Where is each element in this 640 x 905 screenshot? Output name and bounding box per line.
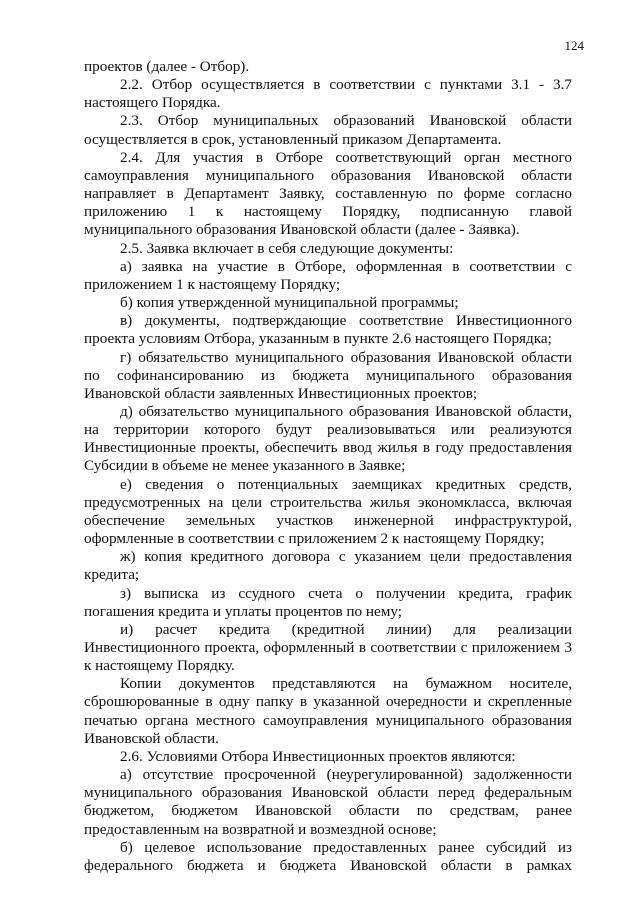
paragraph: 2.6. Условиями Отбора Инвестиционных проектов являются:	[120, 747, 516, 765]
paragraph: а) заявка на участие в Отборе, оформленная в соответствии с приложением 1 к настоящему Порядку;	[84, 257, 572, 293]
paragraph: д) обязательство муниципального образования Ивановской области, на территории которого будут реализовываться или реализуются Инвестиционные проекты, обеспечить ввод жилья в году предоставления Субсидии в объеме не менее указанного в Заявке;	[84, 402, 572, 475]
paragraph: ж) копия кредитного договора с указанием цели предоставления кредита;	[84, 548, 572, 584]
paragraph: 2.4. Для участия в Отборе соответствующий орган местного самоуправления муниципального образования Ивановской области направляет в Департамент Заявку, составленную по форме согласно приложению 1 к настоящему Порядку, подписанную главой муниципального образования Ивановской области (далее - Заявка).	[84, 148, 572, 239]
document-body	[84, 58, 572, 875]
paragraph: б) целевое использование предоставленных ранее субсидий из федерального бюджета и бюджета Ивановской области в рамках	[84, 838, 572, 874]
paragraph: Копии документов представляются на бумажном носителе, сброшюрованные в одну папку в указанной очередности и скрепленные печатью органа местного самоуправления муниципального образования Ивановской области.	[84, 675, 572, 747]
paragraph: и) расчет кредита (кредитной линии) для реализации Инвестиционного проекта, оформленный в соответствии с приложением 3 к настоящему Порядку.	[84, 620, 572, 675]
paragraph: г) обязательство муниципального образования Ивановской области по софинансированию из бюджета муниципального образования Ивановской области заявленных Инвестиционных проектов;	[84, 348, 572, 402]
paragraph: б) копия утвержденной муниципальной программы;	[120, 294, 459, 312]
paragraph: е) сведения о потенциальных заемщиках кредитных средств, предусмотренных на цели строительства жилья экономкласса, включая обеспечение земельных участков инженерной инфраструктурой, оформленные в соответствии с приложением 2 к настоящему Порядку;	[84, 475, 572, 548]
paragraph: 2.3. Отбор муниципальных образований Ивановской области осуществляется в срок, установленный приказом Департамента.	[84, 112, 572, 148]
paragraph: проектов (далее - Отбор).	[84, 58, 250, 75]
paragraph: з) выписка из ссудного счета о получении кредита, график погашения кредита и уплаты процентов по нему;	[84, 584, 572, 620]
paragraph: в) документы, подтверждающие соответствие Инвестиционного проекта условиям Отбора, указанным в пункте 2.6 настоящего Порядка;	[84, 312, 572, 348]
paragraph: 2.2. Отбор осуществляется в соответствии с пунктами 3.1 - 3.7 настоящего Порядка.	[84, 76, 572, 112]
page-number: 124	[564, 38, 584, 53]
paragraph: 2.5. Заявка включает в себя следующие документы:	[120, 239, 454, 257]
paragraph: а) отсутствие просроченной (неурегулированной) задолженности муниципального образования Ивановской области перед федеральным бюджетом, бюджетом Ивановской области по средствам, ранее предоставленным на возвратной и возмездной основе;	[84, 766, 572, 838]
